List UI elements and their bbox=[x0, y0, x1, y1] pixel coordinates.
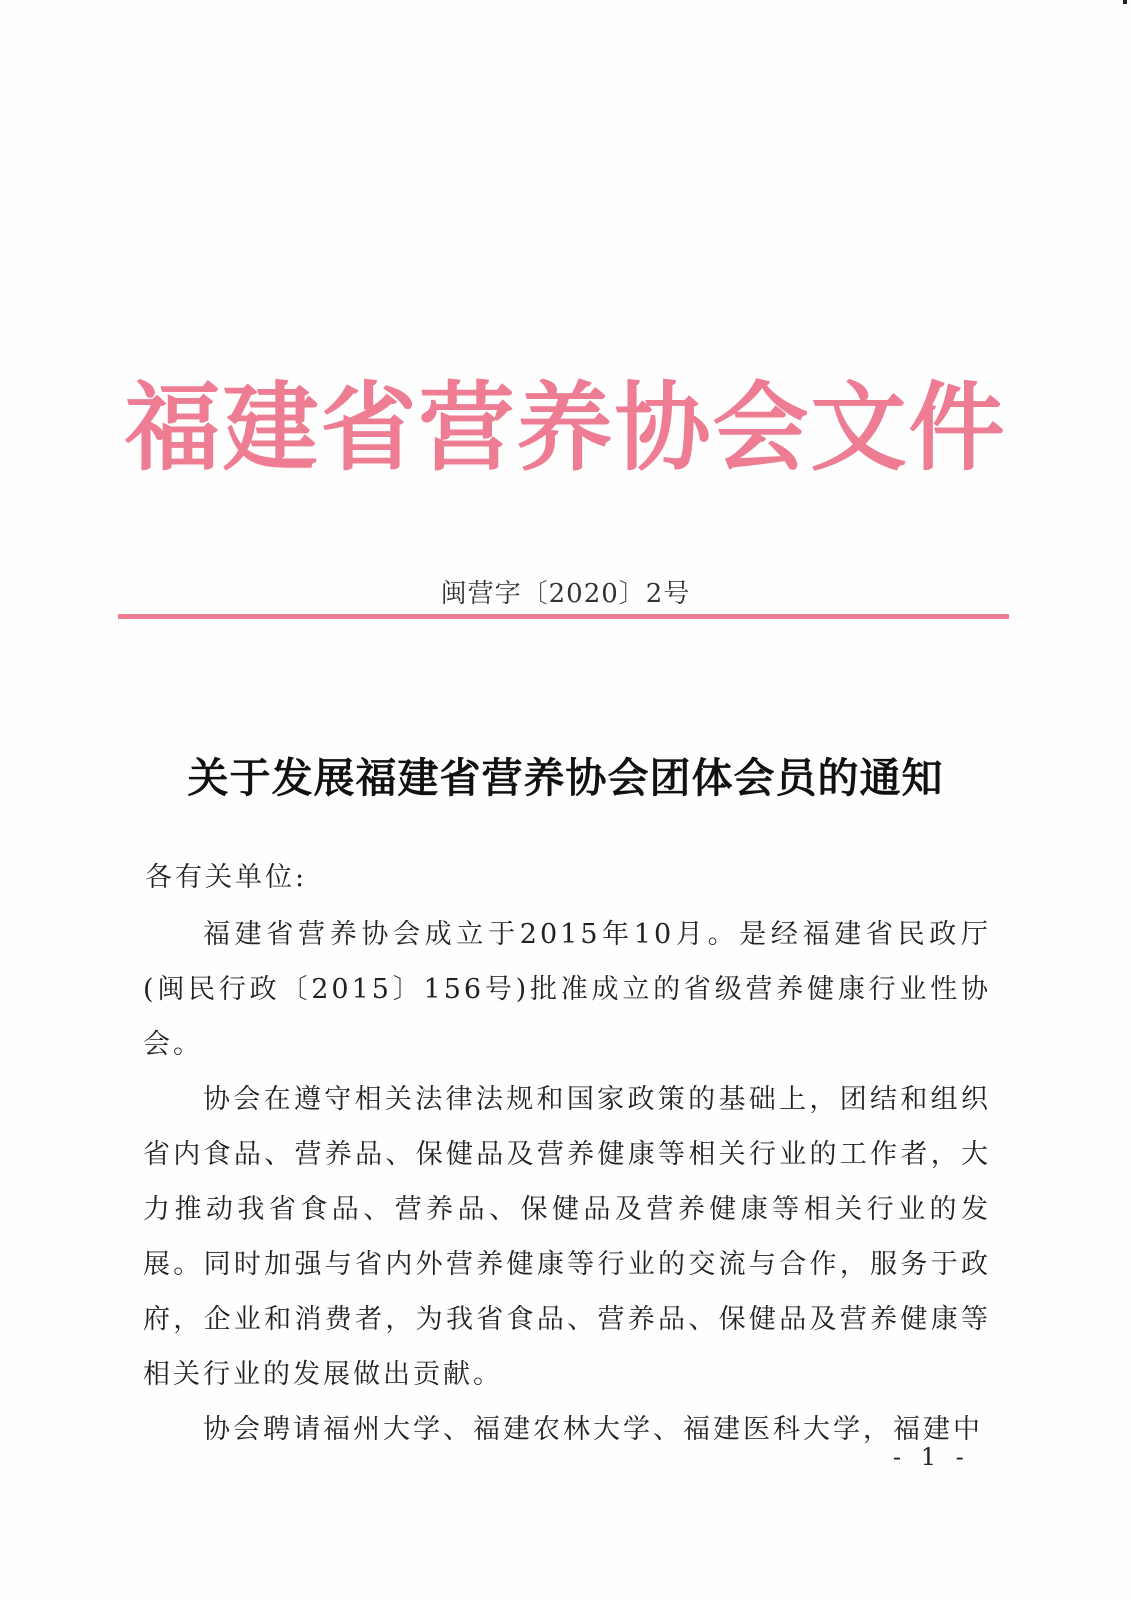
paragraph-mission: 协会在遵守相关法律法规和国家政策的基础上，团结和组织省内食品、营养品、保健品及营养健康等相关行业的工作者，大力推动我省食品、营养品、保健品及营养健康等相关行业的发展。同时加强与省内外营养健康等行业的交流与合作，服务于政府，企业和消费者，为我省食品、营养品、保健品及营养健康等相关行业的发展做出贡献。 bbox=[143, 1084, 991, 1390]
scan-corner-mark bbox=[1123, 0, 1127, 4]
document-number: 闽营字〔2020〕2号 bbox=[440, 579, 691, 609]
header-divider bbox=[118, 614, 1009, 619]
notice-title: 关于发展福建省营养协会团体会员的通知 bbox=[187, 754, 944, 802]
paragraph-intro: 福建省营养协会成立于2015年10月。是经福建省民政厅(闽民行政〔2015〕156号)批准成立的省级营养健康行业性协会。 bbox=[143, 919, 991, 1060]
org-header-title: 福建省营养协会文件 bbox=[124, 372, 1007, 484]
notice-body bbox=[143, 907, 991, 1457]
page-number: - 1 - bbox=[893, 1443, 970, 1471]
paragraph-experts: 协会聘请福州大学、福建农林大学、福建医科大学，福建中 bbox=[203, 1414, 983, 1445]
salutation: 各有关单位: bbox=[145, 862, 308, 893]
